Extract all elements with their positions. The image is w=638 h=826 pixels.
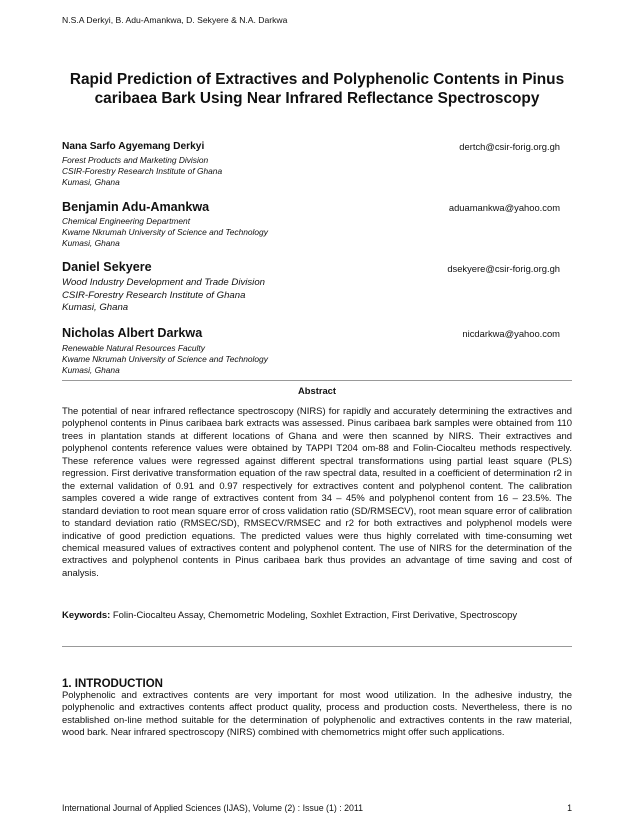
author-name: Nicholas Albert Darkwa — [62, 326, 203, 340]
author-name: Benjamin Adu-Amankwa — [62, 200, 210, 214]
affiliation-line: Kwame Nkrumah University of Science and Technology — [62, 354, 268, 364]
section-heading-introduction: 1. INTRODUCTION — [62, 678, 163, 690]
abstract-body: The potential of near infrared reflectance spectroscopy (NIRS) for rapidly and accurately determining the extractives and polyphenol contents in Pinus caribaea bark extracts was assessed. Pinus caribaea bark samples were obtained from 110 trees in plantation stands at different locations of Ghana and were then scanned by NIRS. Their extractives and polyphenol contents reference values were obtained by TAPPI T204 om-88 and Folin-Ciocalteu methods respectively. These reference values were regressed against different spectral transformations using partial least square (PLS) regression. First derivative transformation equation of the raw spectral data, resulted in a coefficient of determination r2 in the external validation of 0.91 and 0.97 respectively for extractives content and polyphenol content. The calibration samples covered a wide range of extractives content from 34 – 45% and polyphenol content from 16 – 23.5%. The standard deviation to root mean square error of cross validation ratio (SD/RMSECV), root mean square error of calibration to standard deviation ratio (RMSEC/SD), RMSECV/RMSEC and r2 for both extractives and polyphenol models were indicative of good prediction equations. The predicted values were thus highly correlated with time-consuming wet chemical measured values of extractives content and polyphenol content. The use of NIRS for the determination of the extractives and polyphenol contents in Pinus caribaea bark thus provides an advantage of time saving and cost of analysis. — [62, 406, 572, 579]
affiliation-line: CSIR-Forestry Research Institute of Ghana — [62, 289, 246, 301]
author-email: dsekyere@csir-forig.org.gh — [447, 263, 560, 274]
affiliation-line: Kumasi, Ghana — [62, 177, 120, 187]
author-name: Daniel Sekyere — [62, 260, 152, 274]
author-block — [62, 141, 572, 188]
author-block — [62, 326, 572, 376]
author-block — [62, 260, 572, 315]
divider — [62, 380, 572, 381]
affiliation-line: Forest Products and Marketing Division — [62, 155, 209, 165]
author-email: nicdarkwa@yahoo.com — [462, 328, 560, 339]
divider — [62, 646, 572, 647]
author-email: dertch@csir-forig.org.gh — [459, 141, 560, 152]
author-email: aduamankwa@yahoo.com — [448, 202, 560, 213]
affiliation-line: Renewable Natural Resources Faculty — [62, 343, 205, 353]
keywords — [62, 610, 572, 622]
affiliation-line: Kumasi, Ghana — [62, 302, 129, 313]
page-number: 1 — [567, 803, 572, 813]
keywords-text: Folin-Ciocalteu Assay, Chemometric Modeling, Soxhlet Extraction, First Derivative, Spectroscopy — [112, 610, 518, 621]
affiliation-line: Kwame Nkrumah University of Science and Technology — [62, 227, 268, 237]
paper-title: Rapid Prediction of Extractives and Polyphenolic Contents in Pinus caribaea Bark Using Near Infrared Reflectance Spectroscopy — [69, 71, 565, 107]
affiliation-line: Kumasi, Ghana — [62, 365, 120, 375]
author-block — [62, 200, 572, 249]
affiliation-line: CSIR-Forestry Research Institute of Ghana — [62, 166, 223, 176]
affiliation-line: Wood Industry Development and Trade Division — [62, 277, 265, 288]
introduction-body: Polyphenolic and extractives contents are very important for most wood utilization. In the adhesive industry, the polyphenolic and extractives contents affect product quality, process and production costs. Nevertheless, there is no established on-line method suitable for the determination of polyphenolic and extractives contents in the raw material, wood bark. Near infrared spectroscopy (NIRS) combined with chemometrics might offer such applications. — [62, 690, 572, 739]
footer-journal: International Journal of Applied Sciences (IJAS), Volume (2) : Issue (1) : 2011 — [62, 803, 364, 813]
affiliation-line: Kumasi, Ghana — [62, 238, 120, 248]
abstract-heading: Abstract — [297, 385, 337, 396]
running-head: N.S.A Derkyi, B. Adu-Amankwa, D. Sekyere & N.A. Darkwa — [62, 15, 288, 25]
affiliation-line: Chemical Engineering Department — [62, 216, 191, 226]
author-name: Nana Sarfo Agyemang Derkyi — [62, 141, 205, 152]
keywords-label: Keywords: — [62, 610, 111, 621]
